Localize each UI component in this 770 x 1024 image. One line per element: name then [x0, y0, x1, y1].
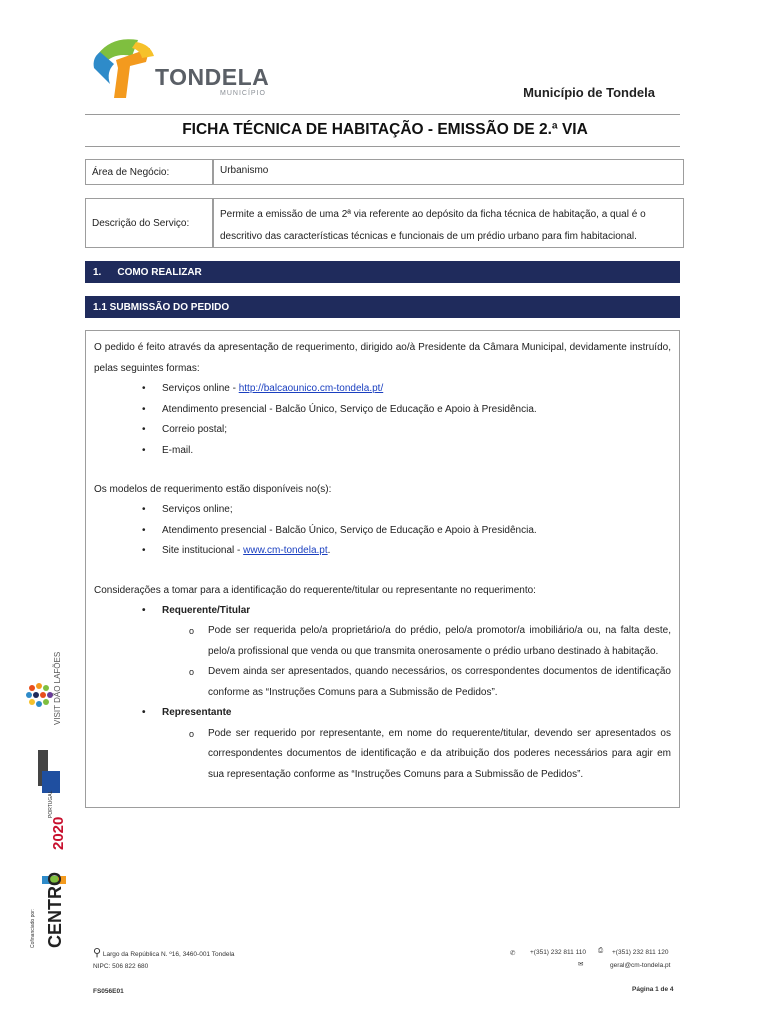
logo-subtext: MUNICÍPIO [220, 90, 266, 97]
area-value: Urbanismo [220, 165, 269, 176]
svg-text:PORTUGAL: PORTUGAL [48, 790, 54, 818]
list-item-text: Site institucional - [162, 545, 244, 556]
sponsor-logos-graphic [20, 650, 80, 960]
location-pin-icon: ⚲ [93, 947, 102, 959]
svg-text:VISIT DÃO LAFÕES: VISIT DÃO LAFÕES [53, 651, 62, 725]
page-number: Página 1 de 4 [632, 986, 674, 993]
footer-address: Largo da República N. º16, 3460-001 Tondela [102, 951, 235, 958]
email-icon: ✉ [578, 961, 584, 968]
requerente-title: • Requerente/Titular [142, 601, 671, 622]
description-value-cell [213, 198, 684, 248]
sublist-item: o Pode ser requerida pelo/a proprietário/a do prédio, pelo/a promotor/a imobiliário/a ou, na falta deste, pelo/a profissional que venda ou que transmita onerosamente o prédio urbano destinado à habitação. [189, 621, 671, 662]
list-item: • Atendimento presencial - Balcão Único, Serviço de Educação e Apoio à Presidência. [142, 521, 671, 542]
list-item-text: . [327, 545, 331, 556]
models-intro: Os modelos de requerimento estão disponíveis no(s): [94, 484, 332, 495]
subsection-title: 1.1 SUBMISSÃO DO PEDIDO [93, 301, 230, 313]
dao-lafoes-icon [26, 683, 53, 707]
site-link[interactable]: www.cm-tondela.pt [243, 545, 328, 556]
intro-paragraph: O pedido é feito através da apresentação de requerimento, dirigido ao/à Presidente da Câmara Municipal, devidamente instruído, pelas seguintes formas: [94, 342, 671, 374]
content-box [85, 330, 680, 808]
balcao-unico-link[interactable]: http://balcaounico.cm-tondela.pt/ [238, 383, 384, 394]
municipality-logo [92, 34, 272, 100]
svg-text:Cofinanciado por:: Cofinanciado por: [30, 908, 36, 948]
representante-sublist [189, 724, 671, 786]
area-label: Área de Negócio: [92, 166, 170, 178]
tondela-emblem-icon [92, 34, 162, 100]
description-label: Descrição do Serviço: [92, 217, 190, 229]
area-label-cell [85, 159, 213, 185]
footer-email: geral@cm-tondela.pt [610, 962, 671, 969]
list-item [142, 541, 671, 562]
list-item: • Serviços online; [142, 500, 671, 521]
list-item: • Atendimento presencial - Balcão Único, Serviço de Educação e Apoio à Presidência. [142, 400, 671, 421]
list-item: • E-mail. [142, 441, 671, 462]
considerations-paragraph: Considerações a tomar para a identificação do requerente/titular ou representante no requerimento: [94, 584, 536, 596]
description-value: Permite a emissão de uma 2ª via referente ao depósito da ficha técnica de habitação, a qual é o descritivo das características técnicas e funcionais de um prédio urbano para fim habitacional. [220, 209, 646, 242]
description-label-cell [85, 198, 213, 248]
footer-phone: +(351) 232 811 110 [530, 949, 586, 956]
divider [85, 146, 680, 147]
footer-fax: +(351) 232 811 120 [612, 949, 669, 956]
list-item [142, 379, 671, 400]
sublist-item: o Devem ainda ser apresentados, quando necessários, os correspondentes documentos de identificação conforme as “Instruções Comuns para a Submissão de Pedidos”. [189, 662, 671, 703]
logo-text: TONDELA [155, 64, 270, 90]
municipality-name: Município de Tondela [523, 85, 655, 100]
sponsor-logos [20, 650, 80, 960]
models-list [142, 500, 671, 562]
list-item: • Correio postal; [142, 420, 671, 441]
spacer [94, 461, 671, 479]
sublist-item: o Pode ser requerido por representante, em nome do requerente/titular, devendo ser apresentados os correspondentes documentos de identificação e da atribuição dos poderes necessários para agir em sua representação conforme as “Instruções Comuns para a Submissão de Pedidos”. [189, 724, 671, 786]
phone-icon: ✆ [510, 950, 516, 957]
subsection-header [85, 296, 680, 318]
page-title: FICHA TÉCNICA DE HABITAÇÃO - EMISSÃO DE 2.ª VIA [182, 121, 588, 138]
footer-address-block [93, 946, 235, 959]
footer-nipc: NIPC: 506 822 680 [93, 963, 149, 970]
submission-forms-list [142, 379, 671, 461]
svg-text:2020: 2020 [50, 816, 67, 850]
representante-title: • Representante [142, 703, 671, 724]
section-header [85, 261, 680, 283]
list-item-text: Serviços online - [162, 383, 239, 394]
spacer [94, 562, 671, 580]
fax-icon: ⎙ [598, 947, 604, 954]
considerations-list [142, 601, 671, 622]
area-value-cell [213, 159, 684, 185]
considerations-list [142, 703, 671, 724]
requerente-sublist [189, 621, 671, 703]
section-number: 1. [93, 266, 102, 278]
section-title: COMO REALIZAR [117, 266, 202, 278]
svg-text:CENTRO: CENTRO [45, 872, 65, 948]
document-code: FS056E01 [93, 988, 124, 995]
divider [85, 114, 680, 115]
